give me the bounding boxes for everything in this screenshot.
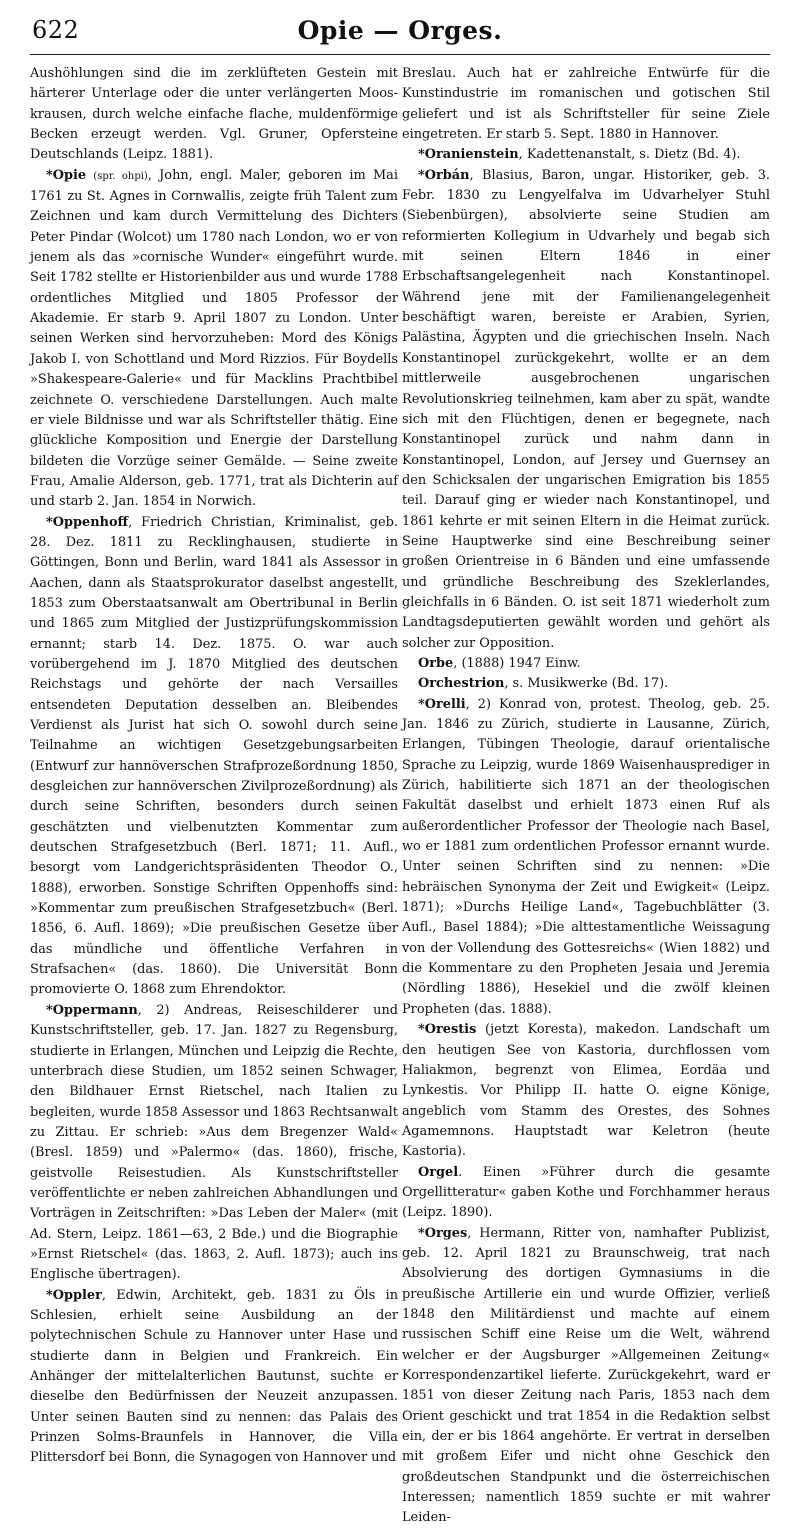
entry-lemma: *Orges bbox=[418, 1225, 468, 1241]
entry-lemma: *Orestis bbox=[418, 1022, 477, 1038]
entry-pronunciation: (spr. ohpi) bbox=[93, 170, 148, 182]
entry-text: , 2) Konrad von, protest. Theolog, geb. 25. Jan. 1846 zu Zürich, studierte in Lausanne, Zürich, Erlangen, Tübingen Theologie, darauf orientalische Sprache zu Leipzig, wurde 1869 Waisenhausprediger in Zürich, habilitierte sich 1871 an der theologischen Fakultät daselbst und erhielt 1873 einen Ruf als außerordentlicher Professor der Theologie nach Basel, wo er 1881 zum ordentlichen Professor ernannt wurde. Unter seinen Schriften sind zu nennen: »Die hebräischen Synonyma der Zeit und Ewigkeit« (Leipz. 1871); »Durchs Heilige Land«, Tagebuchblätter (3. Aufl., Basel 1884); »Die alttestamentliche Weissagung von der Vollendung des Gottesreichs« (Wien 1882) und die Kommentare zu den Propheten Jesaia und Jeremia (Nördling 1886), Hesekiel und die zwölf kleinen Propheten (das. 1888). bbox=[402, 696, 770, 1017]
entry-lemma: Orgel bbox=[418, 1164, 459, 1180]
entry-text: , Blasius, Baron, ungar. Historiker, geb. 3. Febr. 1830 zu Lengyelfalva im Udvarhelyer Stuhl (Siebenbürgen), absolvierte seine Studien am reformierten Kollegium in Udvarhely und begab sich mit seinen Eltern 1846 in einer Erbschaftsangelegenheit nach Konstantinopel. Während jene mit der Familienangelegenheit beschäftigt waren, bereiste er Arabien, Syrien, Palästina, Ägypten und die griechischen Inseln. Nach Konstantinopel zurückgekehrt, wollte er an dem mittlerweile ausgebrochenen ungarischen Revolutionskrieg teilnehmen, kam aber zu spät, wandte sich mit den Flüchtigen, denen er begegnete, nach Konstantinopel zurück und nahm dann in Konstantinopel, London, auf Jersey und Guernsey an den Schicksalen der ungarischen Emigration bis 1855 teil. Darauf ging er wieder nach Konstantinopel, und 1861 kehrte er mit seinen Eltern in die Heimat zurück. Seine Hauptwerke sind eine Beschreibung seiner großen Orientreise in 6 Bänden und eine umfassende und gründliche Beschreibung des Szeklerlandes, gleichfalls in 6 Bänden. O. ist seit 1871 wiederholt zum Landtagsdeputierten gewählt worden und gehört als solcher zur Opposition. bbox=[402, 167, 770, 651]
entry-lemma: *Opie bbox=[46, 167, 87, 183]
entry-text: Aushöhlungen sind die im zerklüfteten Gestein mit härterer Unterlage oder die unter verlängerten Mooskrausen, durch welche einfache flache, muldenförmige Becken erzeugt werden. Vgl. Gruner, Opfersteine Deutschlands (Leipz. 1881). bbox=[30, 66, 398, 163]
entry-text: Breslau. Auch hat er zahlreiche Entwürfe für die Kunstindustrie im romanischen und gotischen Stil geliefert und ist als Schriftsteller für seine Ziele eingetreten. Er starb 5. Sept. 1880 in Hannover. bbox=[402, 66, 770, 143]
entry-opie bbox=[30, 166, 398, 513]
entry-lemma: *Orelli bbox=[418, 696, 466, 712]
entry-text: , 2) Andreas, Reiseschilderer und Kunstschriftsteller, geb. 17. Jan. 1827 zu Regensburg, studierte in Erlangen, München und Leipzig die Rechte, unterbrach diese Studien, um 1852 seinen Schwager, den Bildhauer Ernst Rietschel, nach Italien zu begleiten, wurde 1858 Assessor und 1863 Rechtsanwalt zu Zittau. Er schrieb: »Aus dem Bregenzer Wald« (Bresl. 1859) und »Palermo« (das. 1860), frische, geistvolle Reisestudien. Als Kunstschriftsteller veröffentlichte er neben zahlreichen Abhandlungen und Vorträgen in Zeitschriften: »Das Leben der Maler« (mit Ad. Stern, Leipz. 1861—63, 2 Bde.) und die Biographie »Ernst Rietschel« (das. 1863, 2. Aufl. 1873); auch ins Englische übertragen). bbox=[30, 1002, 398, 1283]
entry-lemma: Orbe bbox=[418, 655, 454, 671]
right-column bbox=[402, 64, 770, 1526]
entry-continuation bbox=[402, 64, 770, 145]
entry-text: , Friedrich Christian, Kriminalist, geb. 28. Dez. 1811 zu Recklinghausen, studierte in Göttingen, Bonn und Berlin, ward 1841 als Assessor in Aachen, dann als Staatsprokurator daselbst angestellt, 1853 zum Oberstaatsanwalt am Obertribunal in Berlin und 1865 zum Mitglied der Justizprüfungskommission ernannt; starb 14. Dez. 1875. O. war auch vorübergehend im J. 1870 Mitglied des deutschen Reichstags und gehörte der nach Versailles entsendeten Deputation desselben an. Bleibendes Verdienst als Jurist hat sich O. sowohl durch seine Teilnahme an wichtigen Gesetzgebungsarbeiten (Entwurf zur hannöverschen Strafprozeßordnung 1850, desgleichen zur hannöverschen Zivilprozeßordnung) als durch seine Schriften, besonders durch seinen geschätzten und vielbenutzten Kommentar zum deutschen Strafgesetzbuch (Berl. 1871; 11. Aufl., besorgt vom Landgerichtspräsidenten Theodor O., 1888), erworben. Sonstige Schriften Oppenhoffs sind: »Kommentar zum preußischen Strafgesetzbuch« (Berl. 1856, 6. Aufl. 1869); »Die preußischen Gesetze über das mündliche und öffentliche Verfahren in Strafsachen« (das. 1860). Die Universität Bonn promovierte O. 1868 zum Ehrendoktor. bbox=[30, 514, 398, 998]
running-head: Opie — Orges. bbox=[297, 16, 503, 45]
entry-lemma: Orchestrion bbox=[418, 676, 505, 692]
entry-text: , s. Musikwerke (Bd. 17). bbox=[504, 676, 669, 692]
entry-oppenhoff bbox=[30, 513, 398, 1001]
entry-orchestrion bbox=[402, 674, 770, 694]
entry-continuation bbox=[30, 64, 398, 166]
entry-text: . Einen »Führer durch die gesamte Orgellitteratur« gaben Kothe und Forchhammer heraus (Leipz. 1890). bbox=[402, 1164, 770, 1221]
entry-orges bbox=[402, 1224, 770, 1529]
left-column bbox=[30, 64, 398, 1466]
entry-text: , Hermann, Ritter von, namhafter Publizist, geb. 12. April 1821 zu Braunschweig, trat nach Absolvierung des dortigen Gymnasiums in die preußische Artillerie ein und wurde Offizier, verließ 1848 den Militärdienst und machte auf einem russischen Schiff eine Reise um die Welt, während welcher er der Augsburger »Allgemeinen Zeitung« Korrespondenzartikel lieferte. Zurückgekehrt, ward er 1851 von dieser Zeitung nach Paris, 1853 nach dem Orient geschickt und trat 1854 in die Redaktion selbst ein, der er bis 1864 angehörte. Er vertrat in derselben mit großem Eifer und nicht ohne Geschick den großdeutschen Standpunkt und die österreichischen Interessen; namentlich 1859 suchte er mit wahrer Leiden- bbox=[402, 1225, 770, 1526]
entry-text: , (1888) 1947 Einw. bbox=[453, 655, 581, 671]
entry-text: , Edwin, Architekt, geb. 1831 zu Öls in Schlesien, erhielt seine Ausbildung an der polytechnischen Schule zu Hannover unter Hase und studierte dann in Belgien und Frankreich. Ein Anhänger der mittelalterlichen Bautunst, suchte er dieselbe den Bedürfnissen der Neuzeit anzupassen. Unter seinen Bauten sind zu nennen: das Palais des Prinzen Solms-Braunfels in Hannover, die Villa Plittersdorf bei Bonn, die Synagogen von Hannover und bbox=[30, 1287, 398, 1466]
entry-text: (jetzt Koresta), makedon. Landschaft um den heutigen See von Kastoria, durchflossen vom Haliakmon, begrenzt von Elimea, Eordäa und Lynkestis. Vor Philipp II. hatte O. eigne Könige, angeblich vom Stamm des Orestes, des Sohnes Agamemnons. Hauptstadt war Keletron (heute Kastoria). bbox=[402, 1022, 770, 1160]
entry-text: , John, engl. Maler, geboren im Mai 1761 zu St. Agnes in Cornwallis, zeigte früh Talent zum Zeichnen und kam durch Vermittelung des Dichters Peter Pindar (Wolcot) um 1780 nach London, wo er von jenem als das »cornische Wunder« eingeführt wurde. Seit 1782 stellte er Historienbilder aus und wurde 1788 ordentliches Mitglied und 1805 Professor der Akademie. Er starb 9. April 1807 zu London. Unter seinen Werken sind hervorzuheben: Mord des Königs Jakob I. von Schottland und Mord Rizzios. Für Boydells »Shakespeare-Galerie« und für Macklins Prachtbibel zeichnete O. verschiedene Darstellungen. Auch malte er viele Bildnisse und war als Schriftsteller thätig. Eine glückliche Komposition und Energie der Darstellung bildeten die Vorzüge seiner Gemälde. — Seine zweite Frau, Amalie Alderson, geb. 1771, trat als Dichterin auf und starb 2. Jan. 1854 in Norwich. bbox=[30, 167, 398, 510]
entry-orestis bbox=[402, 1020, 770, 1162]
entry-oppler bbox=[30, 1286, 398, 1469]
entry-orban bbox=[402, 166, 770, 654]
entry-orgel bbox=[402, 1163, 770, 1224]
entry-lemma: *Orbán bbox=[418, 167, 470, 183]
page-header bbox=[30, 8, 770, 55]
entry-text: , Kadettenanstalt, s. Dietz (Bd. 4). bbox=[518, 147, 741, 163]
entry-lemma: *Oppler bbox=[46, 1287, 102, 1303]
entry-orbe bbox=[402, 654, 770, 674]
entry-lemma: *Oranienstein bbox=[418, 147, 519, 163]
entry-oppermann bbox=[30, 1001, 398, 1286]
entry-oranienstein bbox=[402, 145, 770, 165]
entry-lemma: *Oppermann bbox=[46, 1002, 138, 1018]
entry-lemma: *Oppenhoff bbox=[46, 514, 129, 530]
page-number: 622 bbox=[32, 16, 80, 44]
entry-orelli bbox=[402, 695, 770, 1021]
